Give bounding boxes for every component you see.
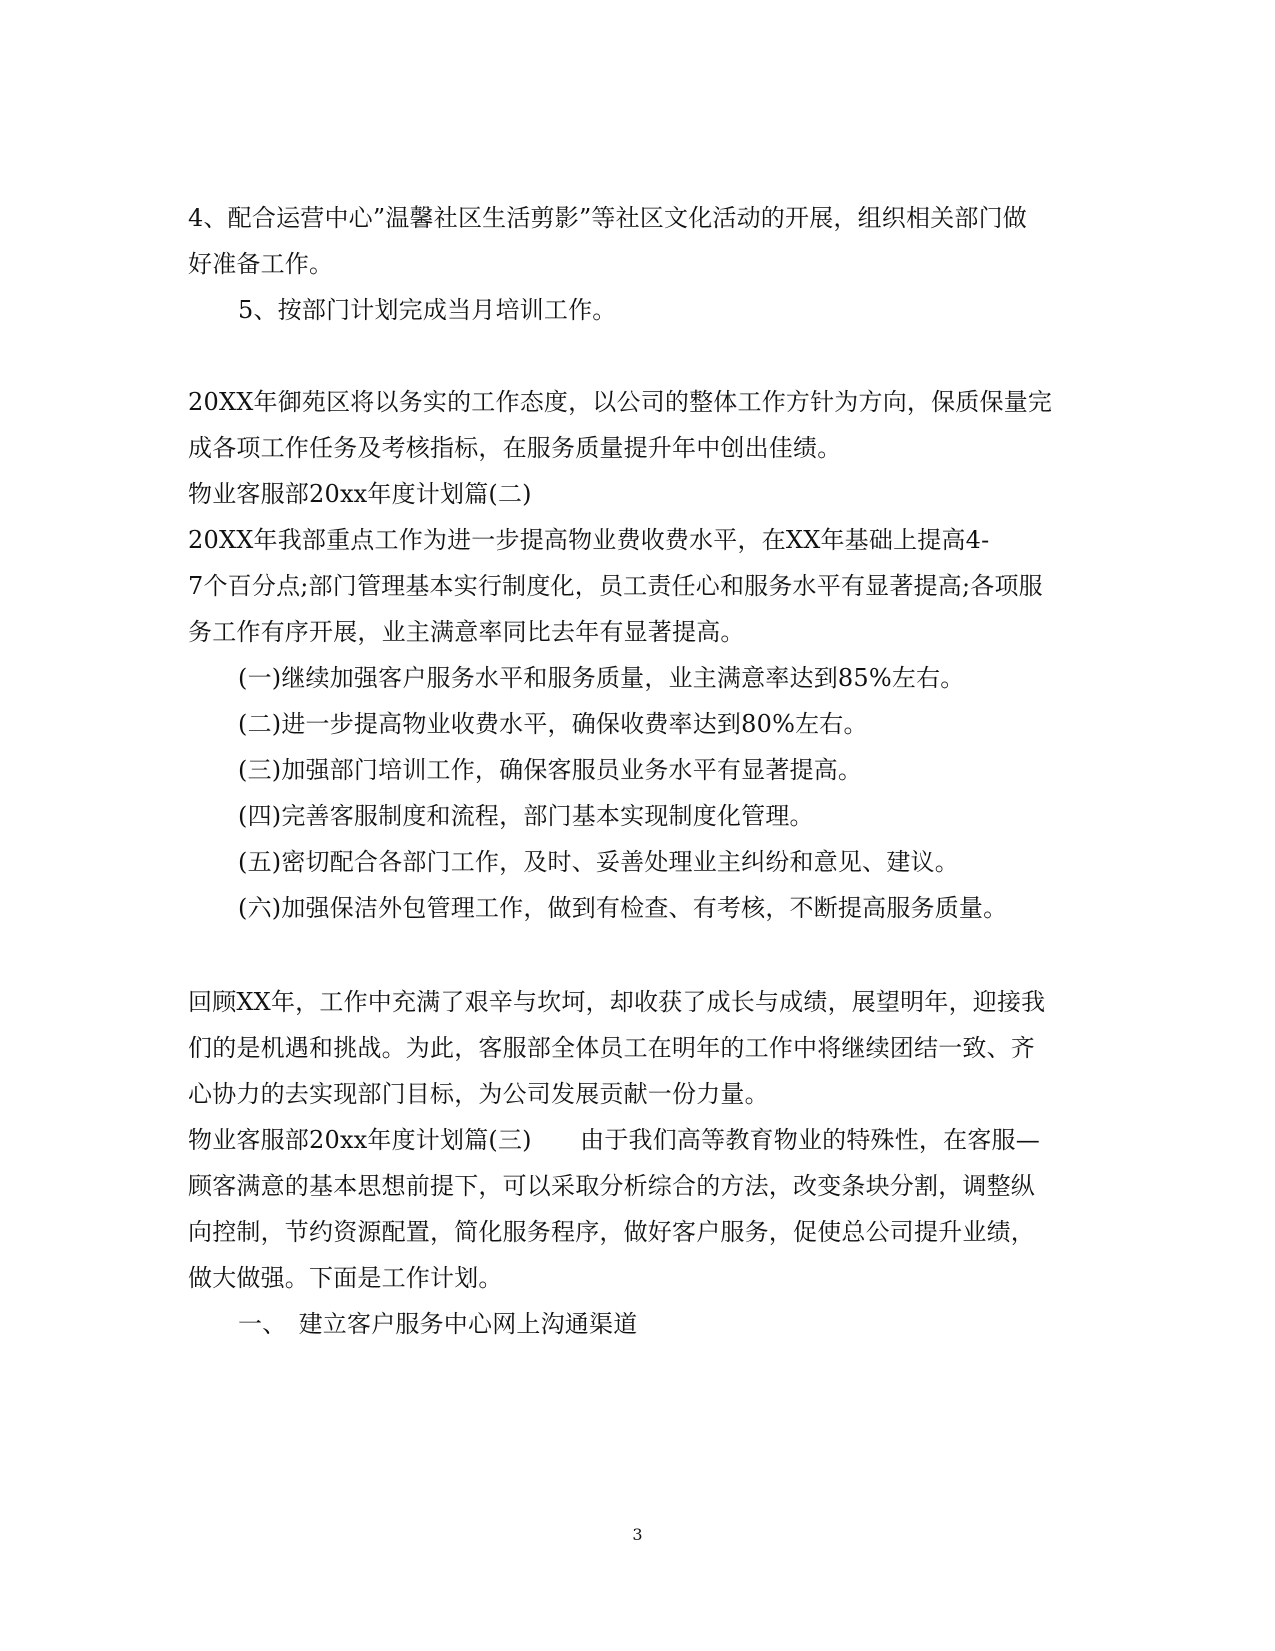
page-number: 3 [632, 1525, 643, 1544]
text-line: 成各项工作任务及考核指标，在服务质量提升年中创出佳绩。 [188, 434, 842, 462]
text-line: 做大做强。下面是工作计划。 [188, 1264, 503, 1292]
text-line: 好准备工作。 [188, 250, 334, 278]
text-line: 20XX年我部重点工作为进一步提高物业费收费水平，在XX年基础上提高4- [188, 526, 990, 554]
list-item: (一)继续加强客户服务水平和服务质量，业主满意率达到85%左右。 [238, 664, 965, 692]
section-heading: 物业客服部20xx年度计划篇(二) [188, 480, 532, 508]
list-item: (五)密切配合各部门工作，及时、妥善处理业主纠纷和意见、建议。 [238, 848, 959, 876]
text-line: 务工作有序开展，业主满意率同比去年有显著提高。 [188, 618, 745, 646]
list-item: (六)加强保洁外包管理工作，做到有检查、有考核，不断提高服务质量。 [238, 894, 1008, 922]
section-heading: 物业客服部20xx年度计划篇(三) 由于我们高等教育物业的特殊性，在客服— [188, 1126, 1040, 1154]
text-line: 顾客满意的基本思想前提下，可以采取分析综合的方法，改变条块分割，调整纵 [188, 1172, 1035, 1200]
text-line: 5、按部门计划完成当月培训工作。 [238, 296, 617, 324]
list-item: (二)进一步提高物业收费水平，确保收费率达到80%左右。 [238, 710, 868, 738]
list-item: (三)加强部门培训工作，确保客服员业务水平有显著提高。 [238, 756, 863, 784]
text-line: 4、配合运营中心”温馨社区生活剪影”等社区文化活动的开展，组织相关部门做 [188, 204, 1028, 232]
list-item: 一、 建立客户服务中心网上沟通渠道 [238, 1310, 638, 1338]
text-line: 们的是机遇和挑战。为此，客服部全体员工在明年的工作中将继续团结一致、齐 [188, 1034, 1035, 1062]
list-item: (四)完善客服制度和流程，部门基本实现制度化管理。 [238, 802, 814, 830]
text-line: 20XX年御苑区将以务实的工作态度，以公司的整体工作方针为方向，保质保量完 [188, 388, 1053, 416]
text-line: 回顾XX年，工作中充满了艰辛与坎坷，却收获了成长与成绩，展望明年，迎接我 [188, 988, 1046, 1016]
text-line: 7个百分点;部门管理基本实行制度化，员工责任心和服务水平有显著提高;各项服 [188, 572, 1043, 600]
text-line: 心协力的去实现部门目标，为公司发展贡献一份力量。 [188, 1080, 769, 1108]
text-line: 向控制，节约资源配置，简化服务程序，做好客户服务，促使总公司提升业绩， [188, 1218, 1035, 1246]
